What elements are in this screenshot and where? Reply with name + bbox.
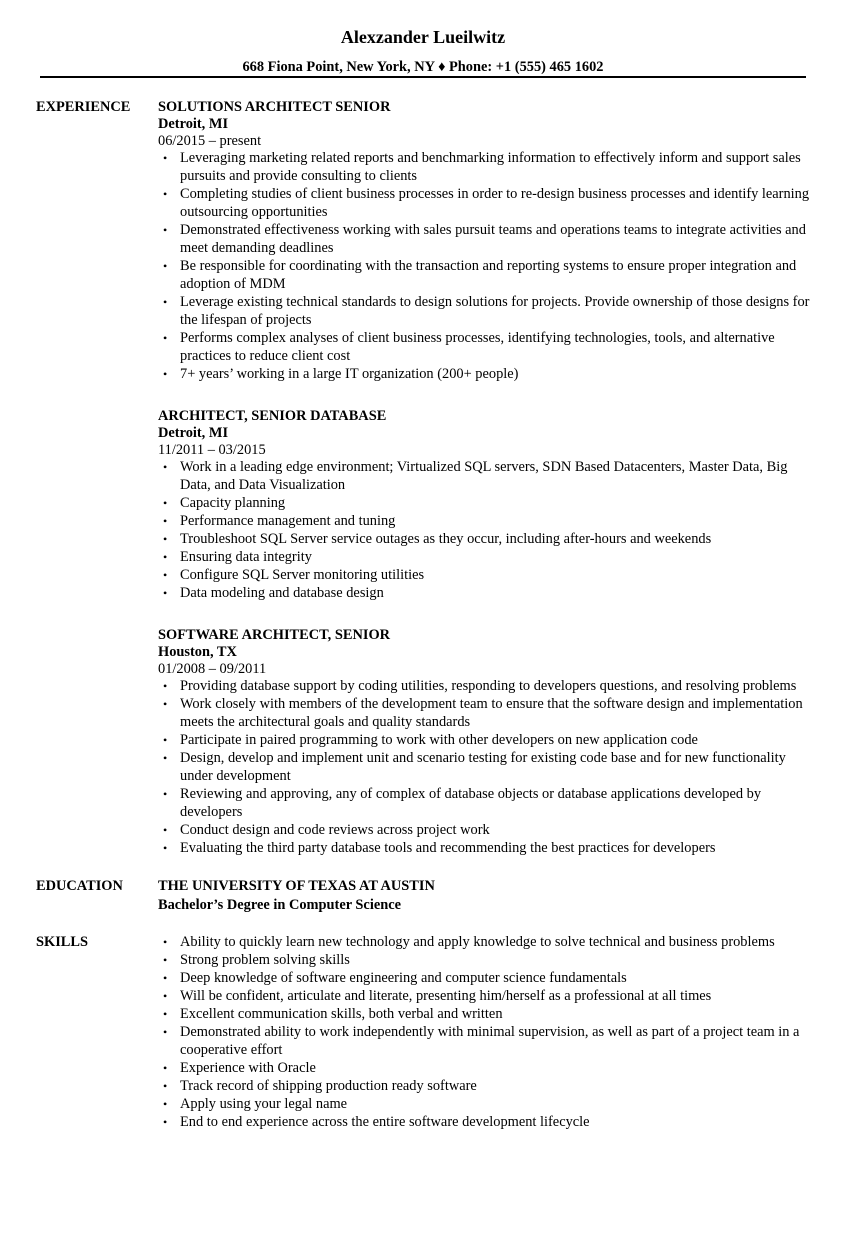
list-item-text: End to end experience across the entire software development lifecycle: [180, 1114, 590, 1130]
bullet-icon: •: [163, 1079, 168, 1093]
bullet-icon: •: [163, 295, 168, 309]
list-item: [158, 458, 816, 494]
list-item-text: Configure SQL Server monitoring utilities: [180, 567, 425, 583]
bullet-icon: •: [163, 187, 168, 201]
bullet-icon: •: [163, 697, 168, 711]
list-item: [158, 839, 816, 857]
list-item-text: Will be confident, articulate and literate, presenting him/herself as a professional at all times: [180, 988, 712, 1004]
list-item: [158, 1005, 816, 1023]
section-label-skills: SKILLS: [36, 934, 88, 950]
bullet-icon: •: [163, 1061, 168, 1075]
list-item-text: Reviewing and approving, any of complex of database objects or database applications developed by developers: [180, 786, 762, 820]
job-dates: 06/2015 – present: [158, 133, 262, 149]
list-item: [158, 185, 816, 221]
list-item-text: 7+ years’ working in a large IT organization (200+ people): [180, 366, 519, 382]
bullet-icon: •: [163, 679, 168, 693]
list-item: [158, 969, 816, 987]
bullet-icon: •: [163, 989, 168, 1003]
list-item-text: Demonstrated ability to work independently with minimal supervision, as well as part of a project team in a cooperative effort: [180, 1024, 800, 1058]
list-item: [158, 512, 816, 530]
bullet-icon: •: [163, 823, 168, 837]
bullet-icon: •: [163, 953, 168, 967]
list-item-text: Conduct design and code reviews across project work: [180, 822, 490, 838]
job-title: ARCHITECT, SENIOR DATABASE: [158, 408, 387, 424]
bullet-icon: •: [163, 460, 168, 474]
bullet-icon: •: [163, 841, 168, 855]
job-bullets: [158, 458, 816, 602]
bullet-icon: •: [163, 751, 168, 765]
section-label-education: EDUCATION: [36, 878, 123, 894]
bullet-icon: •: [163, 1097, 168, 1111]
bullet-icon: •: [163, 496, 168, 510]
skills-list: [158, 933, 816, 1131]
bullet-icon: •: [163, 367, 168, 381]
list-item-text: Experience with Oracle: [180, 1060, 316, 1076]
list-item: [158, 1059, 816, 1077]
list-item-text: Troubleshoot SQL Server service outages as they occur, including after-hours and weekends: [180, 531, 712, 547]
list-item: [158, 677, 816, 695]
list-item: [158, 731, 816, 749]
list-item-text: Be responsible for coordinating with the transaction and reporting systems to ensure proper integration and adoption of MDM: [180, 258, 797, 292]
bullet-icon: •: [163, 1007, 168, 1021]
list-item: [158, 1023, 816, 1059]
bullet-icon: •: [163, 568, 168, 582]
bullet-icon: •: [163, 151, 168, 165]
jobs-list: [158, 98, 816, 857]
bullet-icon: •: [163, 514, 168, 528]
list-item: [158, 494, 816, 512]
list-item: [158, 821, 816, 839]
list-item-text: Providing database support by coding utilities, responding to developers questions, and resolving problems: [180, 678, 797, 694]
contact-info: 668 Fiona Point, New York, NY ♦ Phone: +1 (555) 465 1602: [242, 59, 604, 75]
experience-section: [36, 98, 816, 857]
job-location: Detroit, MI: [158, 116, 229, 132]
list-item-text: Leverage existing technical standards to design solutions for projects. Provide ownership of those designs for the lifespan of projects: [180, 294, 810, 328]
bullet-icon: •: [163, 223, 168, 237]
list-item-text: Evaluating the third party database tools and recommending the best practices for developers: [180, 840, 716, 856]
job-entry: [158, 626, 816, 857]
list-item: [158, 293, 816, 329]
education-school: THE UNIVERSITY OF TEXAS AT AUSTIN: [158, 878, 435, 894]
skills-section: [36, 933, 816, 1131]
job-bullets: [158, 677, 816, 857]
list-item: [158, 785, 816, 821]
bullet-icon: •: [163, 1025, 168, 1039]
job-dates: 11/2011 – 03/2015: [158, 442, 266, 458]
list-item: [158, 987, 816, 1005]
list-item-text: Demonstrated effectiveness working with sales pursuit teams and operations teams to integrate activities and meet demanding deadlines: [180, 222, 806, 256]
list-item: [158, 257, 816, 293]
job-location: Houston, TX: [158, 644, 237, 660]
list-item: [158, 749, 816, 785]
list-item-text: Apply using your legal name: [180, 1096, 348, 1112]
list-item-text: Ensuring data integrity: [180, 549, 312, 565]
bullet-icon: •: [163, 550, 168, 564]
job-dates: 01/2008 – 09/2011: [158, 661, 267, 677]
list-item-text: Capacity planning: [180, 495, 286, 511]
education-degree: Bachelor’s Degree in Computer Science: [158, 897, 401, 913]
list-item-text: Deep knowledge of software engineering and computer science fundamentals: [180, 970, 627, 986]
bullet-icon: •: [163, 532, 168, 546]
list-item-text: Data modeling and database design: [180, 585, 384, 601]
header-divider: [40, 76, 806, 78]
list-item: [158, 695, 816, 731]
education-section: [36, 877, 816, 915]
list-item-text: Work closely with members of the development team to ensure that the software design and implementation meets the architectural goals and quality standards: [180, 696, 803, 730]
list-item: [158, 566, 816, 584]
list-item: [158, 1113, 816, 1131]
bullet-icon: •: [163, 586, 168, 600]
job-title: SOLUTIONS ARCHITECT SENIOR: [158, 99, 391, 115]
list-item-text: Track record of shipping production ready software: [180, 1078, 477, 1094]
list-item: [158, 149, 816, 185]
bullet-icon: •: [163, 935, 168, 949]
list-item: [158, 530, 816, 548]
bullet-icon: •: [163, 259, 168, 273]
list-item: [158, 221, 816, 257]
resume-content: [36, 98, 816, 1131]
job-location: Detroit, MI: [158, 425, 229, 441]
list-item: [158, 1095, 816, 1113]
list-item: [158, 933, 816, 951]
list-item-text: Performance management and tuning: [180, 513, 396, 529]
bullet-icon: •: [163, 331, 168, 345]
list-item-text: Performs complex analyses of client business processes, identifying technologies, tools, and alternative practices to reduce client cost: [180, 330, 775, 364]
list-item: [158, 1077, 816, 1095]
list-item: [158, 329, 816, 365]
list-item: [158, 951, 816, 969]
list-item-text: Design, develop and implement unit and scenario testing for existing code base and for new functionality under development: [180, 750, 786, 784]
job-entry: [158, 98, 816, 383]
bullet-icon: •: [163, 971, 168, 985]
list-item-text: Ability to quickly learn new technology and apply knowledge to solve technical and business problems: [180, 934, 775, 950]
bullet-icon: •: [163, 787, 168, 801]
section-label-experience: EXPERIENCE: [36, 99, 131, 115]
bullet-icon: •: [163, 1115, 168, 1129]
bullet-icon: •: [163, 733, 168, 747]
job-title: SOFTWARE ARCHITECT, SENIOR: [158, 627, 391, 643]
job-bullets: [158, 149, 816, 383]
candidate-name: Alexzander Lueilwitz: [340, 27, 506, 47]
list-item-text: Excellent communication skills, both verbal and written: [180, 1006, 503, 1022]
list-item-text: Completing studies of client business processes in order to re-design business processes and identify learning outsourcing opportunities: [180, 186, 810, 220]
list-item-text: Strong problem solving skills: [180, 952, 350, 968]
list-item: [158, 584, 816, 602]
list-item: [158, 365, 816, 383]
list-item-text: Participate in paired programming to work with other developers on new application code: [180, 732, 698, 748]
list-item-text: Leveraging marketing related reports and benchmarking information to effectively inform and support sales pursuits and provide consulting to clients: [180, 150, 801, 184]
job-entry: [158, 407, 816, 602]
list-item-text: Work in a leading edge environment; Virtualized SQL servers, SDN Based Datacenters, Master Data, Big Data, and Data Visualization: [180, 459, 788, 493]
list-item: [158, 548, 816, 566]
